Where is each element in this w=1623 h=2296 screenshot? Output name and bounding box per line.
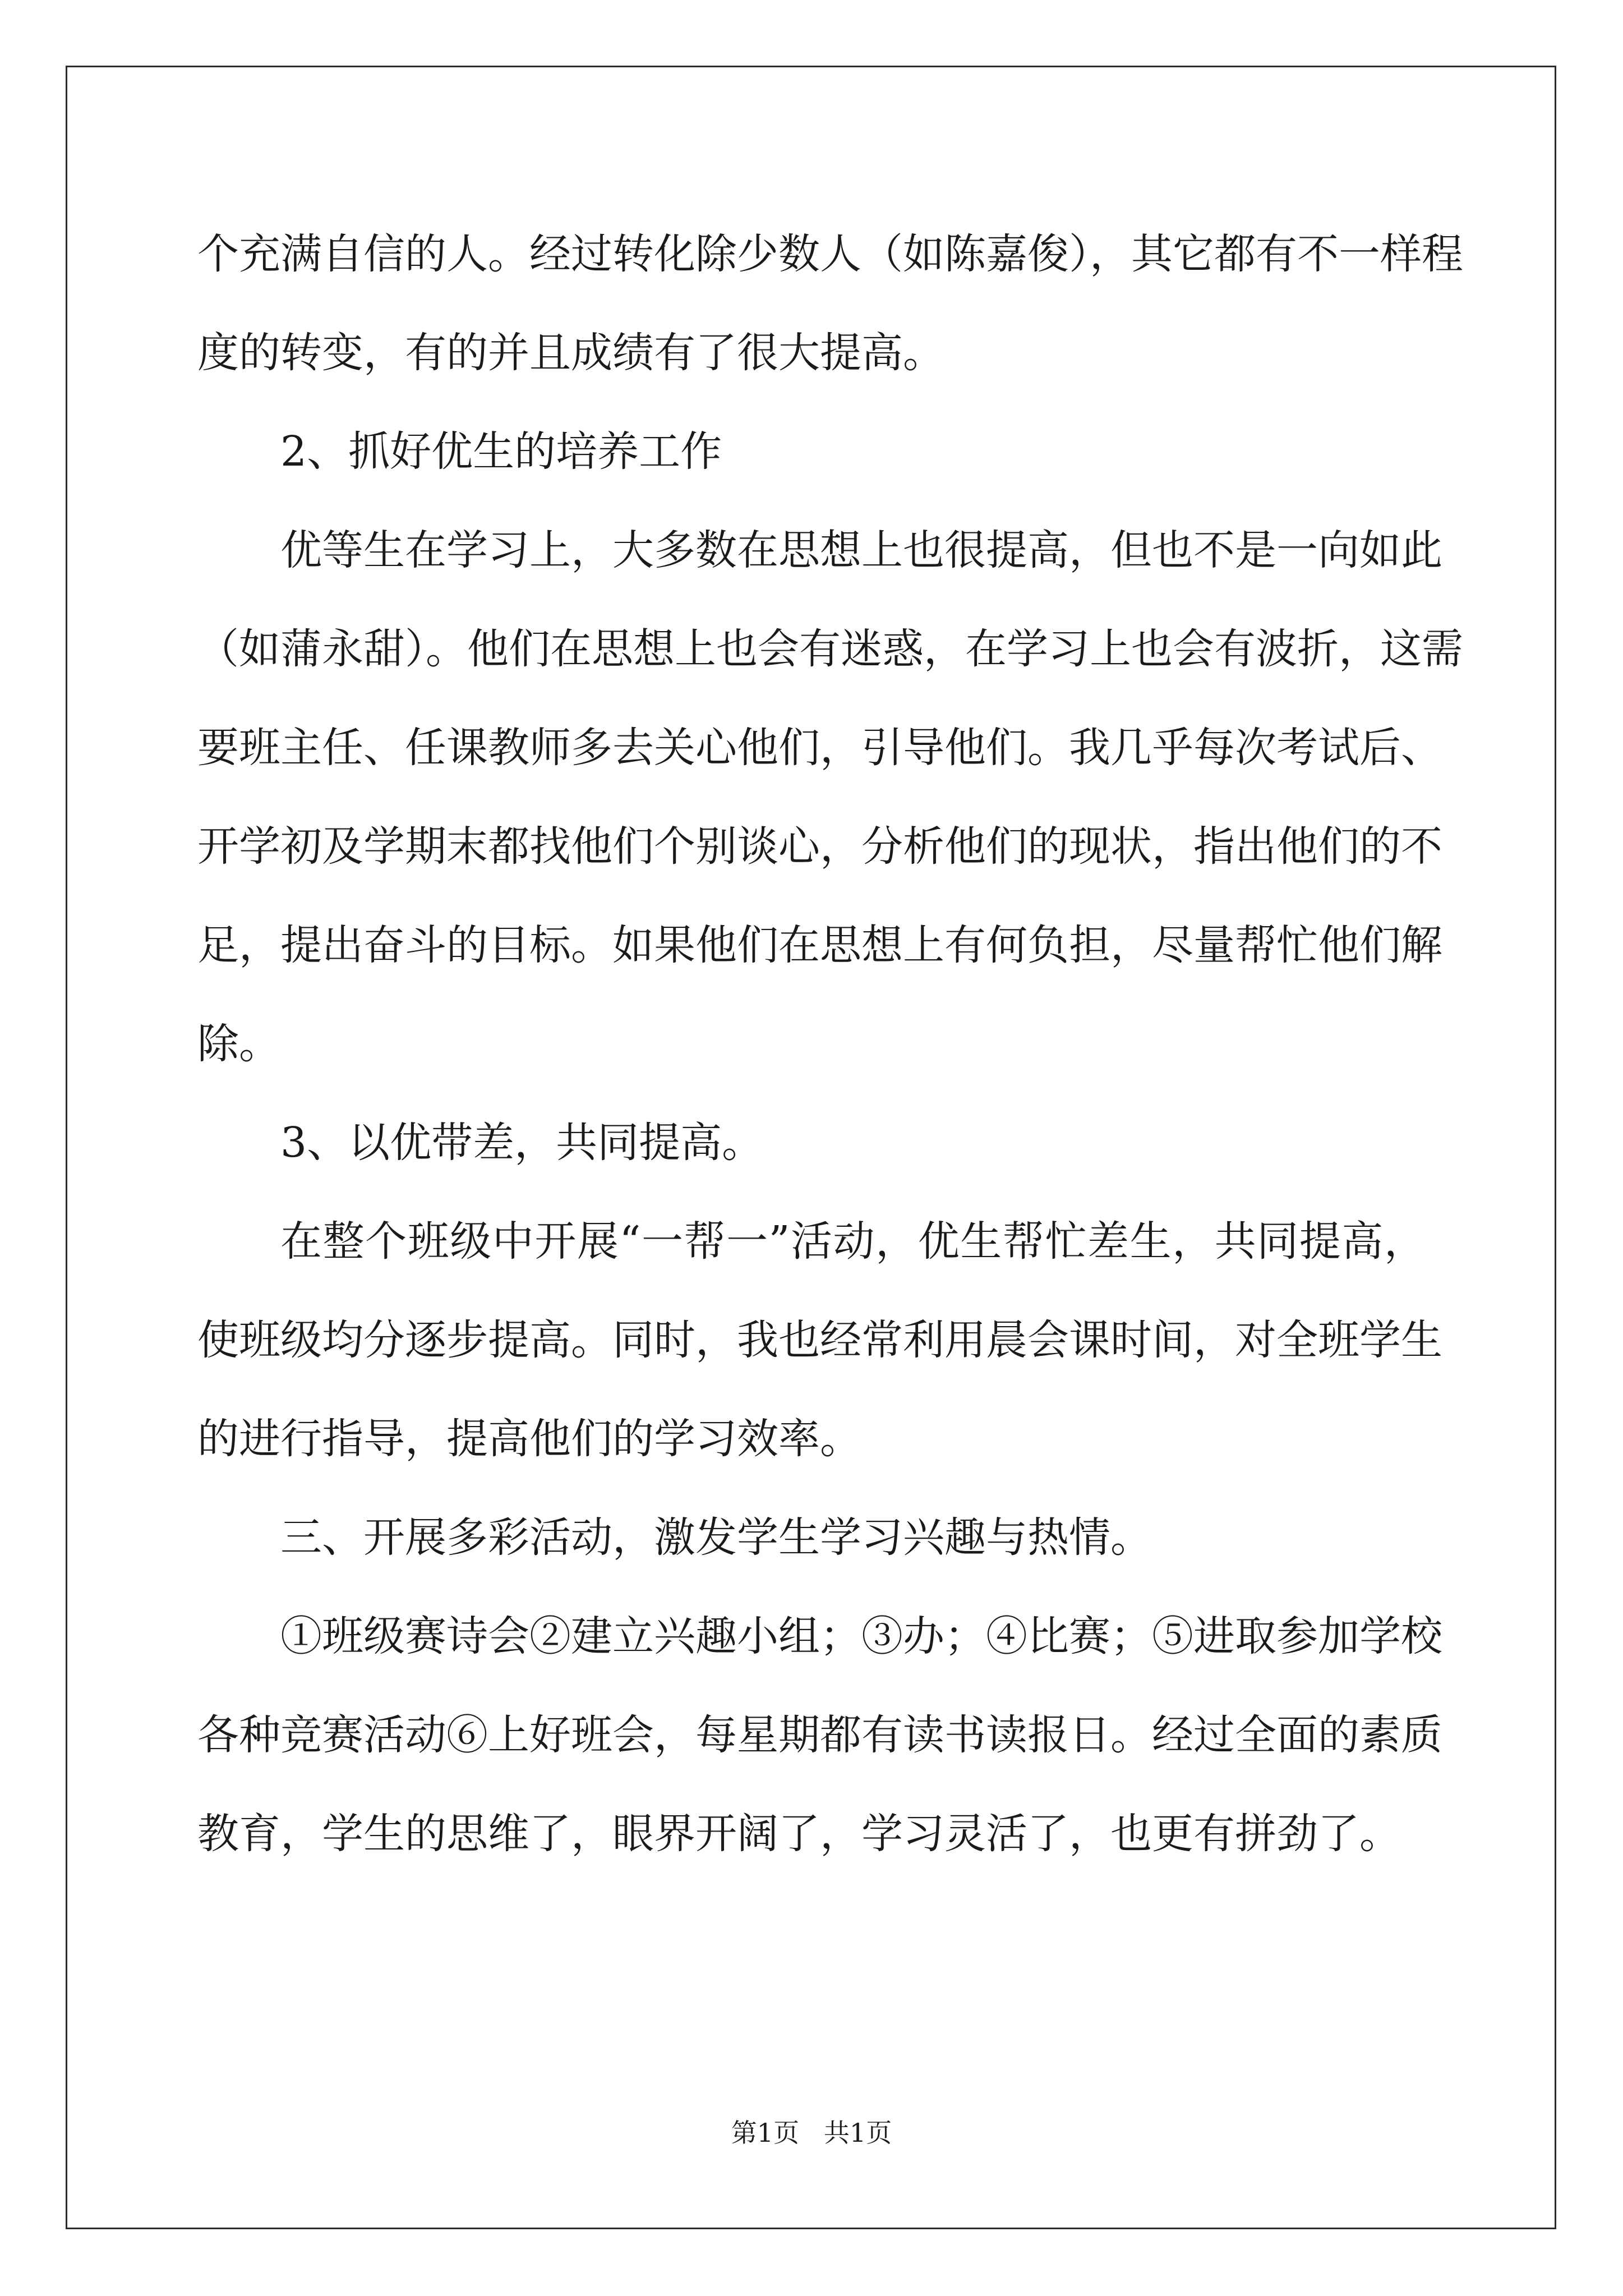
text-line: 个充满自信的人。经过转化除少数人（如陈嘉俊），其它都有不一样程 xyxy=(197,230,1463,278)
text-line: 使班级均分逐步提高。同时，我也经常利用晨会课时间，对全班学生 xyxy=(197,1316,1442,1364)
text-line: ①班级赛诗会②建立兴趣小组；③办；④比赛；⑤进取参加学校 xyxy=(280,1612,1442,1660)
text-line: 在整个班级中开展“一帮一”活动，优生帮忙差生，共同提高， xyxy=(280,1217,1426,1266)
document-body xyxy=(197,205,1463,1883)
text-line: 足，提出奋斗的目标。如果他们在思想上有何负担，尽量帮忙他们解 xyxy=(197,921,1442,969)
page-footer: 第1页 共1页 xyxy=(731,2118,892,2148)
section-heading: 3、以优带差，共同提高。 xyxy=(280,1119,764,1167)
section-heading: 三、开展多彩活动，激发学生学习兴趣与热情。 xyxy=(280,1513,1152,1562)
text-line: 的进行指导，提高他们的学习效率。 xyxy=(197,1415,861,1463)
text-line: 度的转变，有的并且成绩有了很大提高。 xyxy=(197,329,944,377)
section-heading: 2、抓好优生的培养工作 xyxy=(280,427,722,476)
text-line: 除。 xyxy=(197,1020,280,1068)
text-line: 优等生在学习上，大多数在思想上也很提高，但也不是一向如此 xyxy=(280,526,1442,574)
text-line: （如蒲永甜）。他们在思想上也会有迷惑，在学习上也会有波折，这需 xyxy=(197,625,1463,673)
text-line: 开学初及学期末都找他们个别谈心，分析他们的现状，指出他们的不 xyxy=(197,822,1442,871)
text-line: 教育，学生的思维了，眼界开阔了，学习灵活了，也更有拼劲了。 xyxy=(197,1810,1401,1858)
text-line: 各种竞赛活动⑥上好班会，每星期都有读书读报日。经过全面的素质 xyxy=(197,1711,1442,1759)
text-line: 要班主任、任课教师多去关心他们，引导他们。我几乎每次考试后、 xyxy=(197,724,1442,772)
